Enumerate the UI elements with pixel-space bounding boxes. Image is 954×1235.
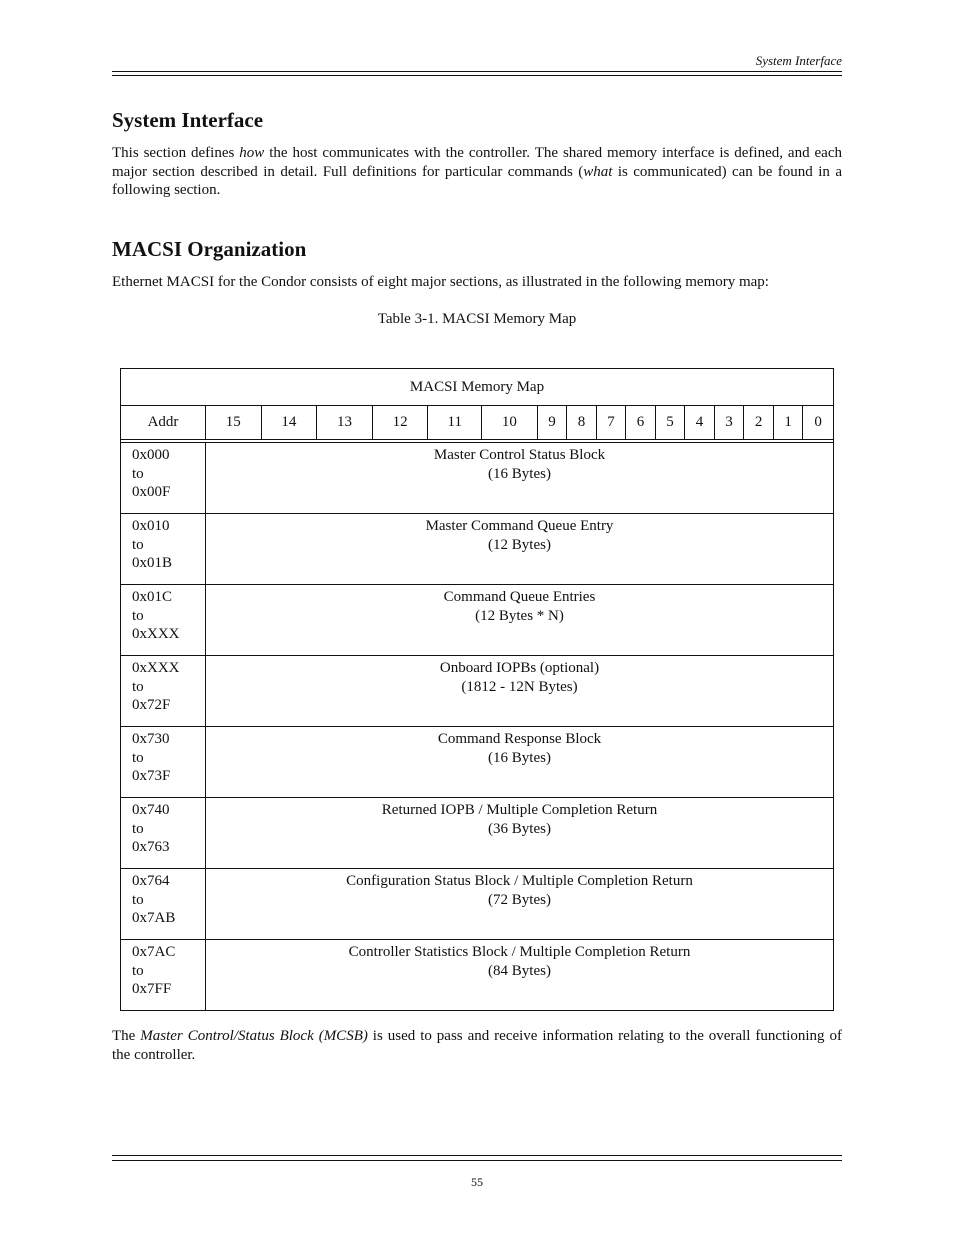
footer-rule-bottom [112, 1160, 842, 1161]
emphasis-how: how [239, 145, 265, 161]
address-end: 0x01B [132, 555, 173, 572]
table-row [121, 940, 834, 1011]
bit-header: 1 [773, 406, 803, 440]
address-range-cell [121, 514, 206, 585]
bit-header: 15 [206, 406, 262, 440]
address-range-cell [121, 869, 206, 940]
address-start: 0x000 [132, 447, 170, 463]
section-description-cell [206, 727, 834, 798]
section-name: Onboard IOPBs (optional) [439, 660, 600, 676]
bit-header: 9 [537, 406, 567, 440]
header-rule-top [112, 71, 842, 72]
macsi-organization-paragraph: Ethernet MACSI for the Condor consists of eight major sections, as illustrated in the following memory map: [112, 274, 769, 290]
section-description-cell [206, 940, 834, 1011]
address-end: 0x7AB [132, 910, 176, 927]
address-range-cell [121, 727, 206, 798]
bit-header: 6 [626, 406, 656, 440]
macsi-memory-map-table [120, 368, 834, 1011]
bit-header: 5 [655, 406, 685, 440]
table-row [121, 585, 834, 656]
system-interface-paragraph [112, 144, 842, 200]
section-name: Master Control Status Block [433, 447, 606, 463]
bit-header: 8 [567, 406, 597, 440]
table-row [121, 443, 834, 514]
address-range-cell [121, 798, 206, 869]
section-size: (84 Bytes) [488, 962, 551, 979]
mcsb-paragraph [112, 1027, 842, 1064]
table-row [121, 869, 834, 940]
bit-header: 4 [685, 406, 715, 440]
address-to: to [132, 820, 144, 837]
address-range-cell [121, 940, 206, 1011]
section-description-cell [206, 585, 834, 656]
section-size: (16 Bytes) [488, 465, 551, 482]
address-range-cell [121, 656, 206, 727]
text-run: the host communicates with the controller. The shared memory interface is defined, and each major section described in detail. Full definitions for particular commands ( [112, 145, 842, 180]
bit-header: 11 [428, 406, 482, 440]
address-to: to [132, 678, 144, 695]
section-name: Configuration Status Block / Multiple Completion Return [346, 873, 693, 889]
text-run: is used to pass and receive information relating to the overall functioning of the controller. [112, 1028, 842, 1063]
emphasis-what: what [583, 163, 613, 180]
table-row [121, 798, 834, 869]
address-to: to [132, 891, 144, 908]
address-start: 0x010 [132, 518, 170, 534]
section-name: Command Response Block [437, 731, 602, 747]
bit-header: 13 [317, 406, 373, 440]
address-start: 0x740 [132, 802, 170, 818]
section-description-cell [206, 798, 834, 869]
section-name: Controller Statistics Block / Multiple Completion Return [348, 944, 691, 960]
bit-header: 10 [482, 406, 538, 440]
bit-header: 14 [261, 406, 317, 440]
address-end: 0x763 [132, 839, 170, 856]
section-size: (1812 - 12N Bytes) [461, 678, 578, 695]
address-to: to [132, 607, 144, 624]
section-name: Returned IOPB / Multiple Completion Return [381, 802, 658, 818]
bit-header: 2 [744, 406, 774, 440]
footer-rule-top [112, 1155, 842, 1156]
section-size: (36 Bytes) [488, 820, 551, 837]
table-title-row [121, 369, 834, 406]
text-run: is communicated) can be found in a following section. [112, 163, 842, 199]
address-start: 0x764 [132, 873, 170, 889]
address-end: 0xXXX [132, 626, 180, 643]
section-heading-macsi-organization: MACSI Organization [112, 237, 307, 261]
section-size: (72 Bytes) [488, 891, 551, 908]
bit-header: 7 [596, 406, 626, 440]
address-end: 0x7FF [132, 981, 172, 998]
table-row [121, 514, 834, 585]
section-name: Master Command Queue Entry [425, 518, 614, 534]
page-number: 55 [471, 1175, 483, 1189]
table-row [121, 656, 834, 727]
address-range-cell [121, 585, 206, 656]
emphasis-mcsb: Master Control/Status Block (MCSB) [140, 1028, 368, 1044]
address-range-cell [121, 443, 206, 514]
section-description-cell [206, 443, 834, 514]
table-caption: Table 3-1. MACSI Memory Map [377, 311, 577, 327]
address-end: 0x72F [132, 697, 171, 714]
section-heading-system-interface: System Interface [112, 108, 264, 132]
address-start: 0xXXX [132, 660, 180, 676]
bit-header: 12 [372, 406, 428, 440]
address-end: 0x73F [132, 768, 171, 785]
bit-header: 0 [803, 406, 834, 440]
text-run: This section defines [112, 145, 240, 161]
address-to: to [132, 536, 144, 553]
section-description-cell [206, 514, 834, 585]
address-start: 0x730 [132, 731, 170, 747]
address-to: to [132, 465, 144, 482]
address-to: to [132, 962, 144, 979]
table-title: MACSI Memory Map [121, 369, 834, 406]
table-row [121, 727, 834, 798]
bit-header-row [121, 406, 834, 440]
section-description-cell [206, 869, 834, 940]
address-start: 0x01C [132, 589, 173, 605]
text-run: The [112, 1028, 141, 1044]
section-size: (12 Bytes * N) [475, 607, 564, 624]
header-rule-bottom [112, 75, 842, 76]
section-name: Command Queue Entries [443, 589, 596, 605]
addr-header: Addr [121, 406, 206, 440]
address-to: to [132, 749, 144, 766]
section-size: (16 Bytes) [488, 749, 551, 766]
section-size: (12 Bytes) [488, 536, 551, 553]
address-end: 0x00F [132, 484, 171, 501]
section-description-cell [206, 656, 834, 727]
running-header: System Interface [755, 53, 842, 68]
address-start: 0x7AC [132, 944, 176, 960]
bit-header: 3 [714, 406, 744, 440]
